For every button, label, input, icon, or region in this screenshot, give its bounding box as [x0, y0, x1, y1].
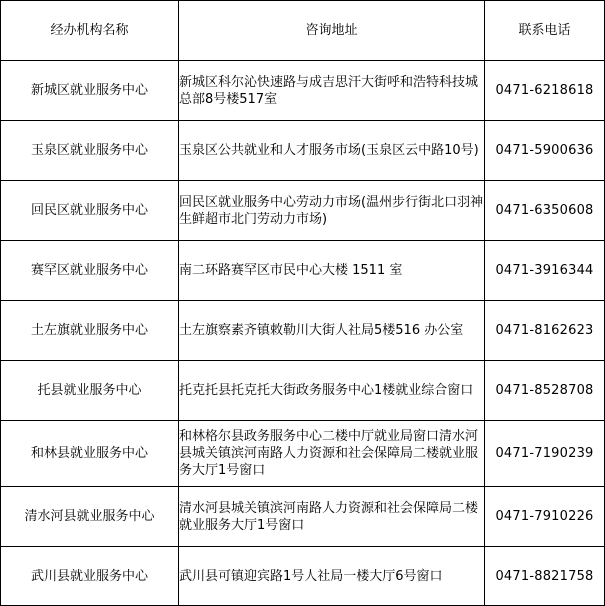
phone-cell: 0471-5900636: [485, 121, 605, 181]
agency-name-cell: 清水河县就业服务中心: [1, 487, 179, 547]
table-header-row: [1, 1, 605, 61]
header-agency-name: 经办机构名称: [1, 1, 179, 61]
phone-cell: 0471-6218618: [485, 61, 605, 121]
address-cell: 玉泉区公共就业和人才服务市场(玉泉区云中路10号): [179, 121, 485, 181]
agency-name-cell: 土左旗就业服务中心: [1, 301, 179, 361]
table-row: [1, 361, 605, 421]
agency-name-cell: 回民区就业服务中心: [1, 181, 179, 241]
address-cell: 和林格尔县政务服务中心二楼中厅就业局窗口清水河县城关镇滨河南路人力资源和社会保障局二楼就业服务大厅1号窗口: [179, 421, 485, 487]
address-cell: 清水河县城关镇滨河南路人力资源和社会保障局二楼就业服务大厅1号窗口: [179, 487, 485, 547]
table-row: [1, 121, 605, 181]
table-row: [1, 301, 605, 361]
address-cell: 托克托县托克托大街政务服务中心1楼就业综合窗口: [179, 361, 485, 421]
phone-cell: 0471-8821758: [485, 547, 605, 606]
agency-name-cell: 新城区就业服务中心: [1, 61, 179, 121]
table-row: [1, 487, 605, 547]
address-cell: 回民区就业服务中心劳动力市场(温州步行街北口羽神生鲜超市北门劳动力市场): [179, 181, 485, 241]
phone-cell: 0471-7190239: [485, 421, 605, 487]
phone-cell: 0471-3916344: [485, 241, 605, 301]
agency-name-cell: 武川县就业服务中心: [1, 547, 179, 606]
table-row: [1, 181, 605, 241]
header-phone: 联系电话: [485, 1, 605, 61]
phone-cell: 0471-8162623: [485, 301, 605, 361]
address-cell: 武川县可镇迎宾路1号人社局一楼大厅6号窗口: [179, 547, 485, 606]
table-row: [1, 61, 605, 121]
agency-name-cell: 赛罕区就业服务中心: [1, 241, 179, 301]
phone-cell: 0471-6350608: [485, 181, 605, 241]
table-row: [1, 421, 605, 487]
address-cell: 土左旗察素齐镇敕勒川大街人社局5楼516 办公室: [179, 301, 485, 361]
phone-cell: 0471-7910226: [485, 487, 605, 547]
address-cell: 南二环路赛罕区市民中心大楼 1511 室: [179, 241, 485, 301]
phone-cell: 0471-8528708: [485, 361, 605, 421]
header-address: 咨询地址: [179, 1, 485, 61]
agency-name-cell: 和林县就业服务中心: [1, 421, 179, 487]
address-cell: 新城区科尔沁快速路与成吉思汗大街呼和浩特科技城总部8号楼517室: [179, 61, 485, 121]
agency-name-cell: 玉泉区就业服务中心: [1, 121, 179, 181]
table-row: [1, 241, 605, 301]
table-row: [1, 547, 605, 606]
agency-name-cell: 托县就业服务中心: [1, 361, 179, 421]
